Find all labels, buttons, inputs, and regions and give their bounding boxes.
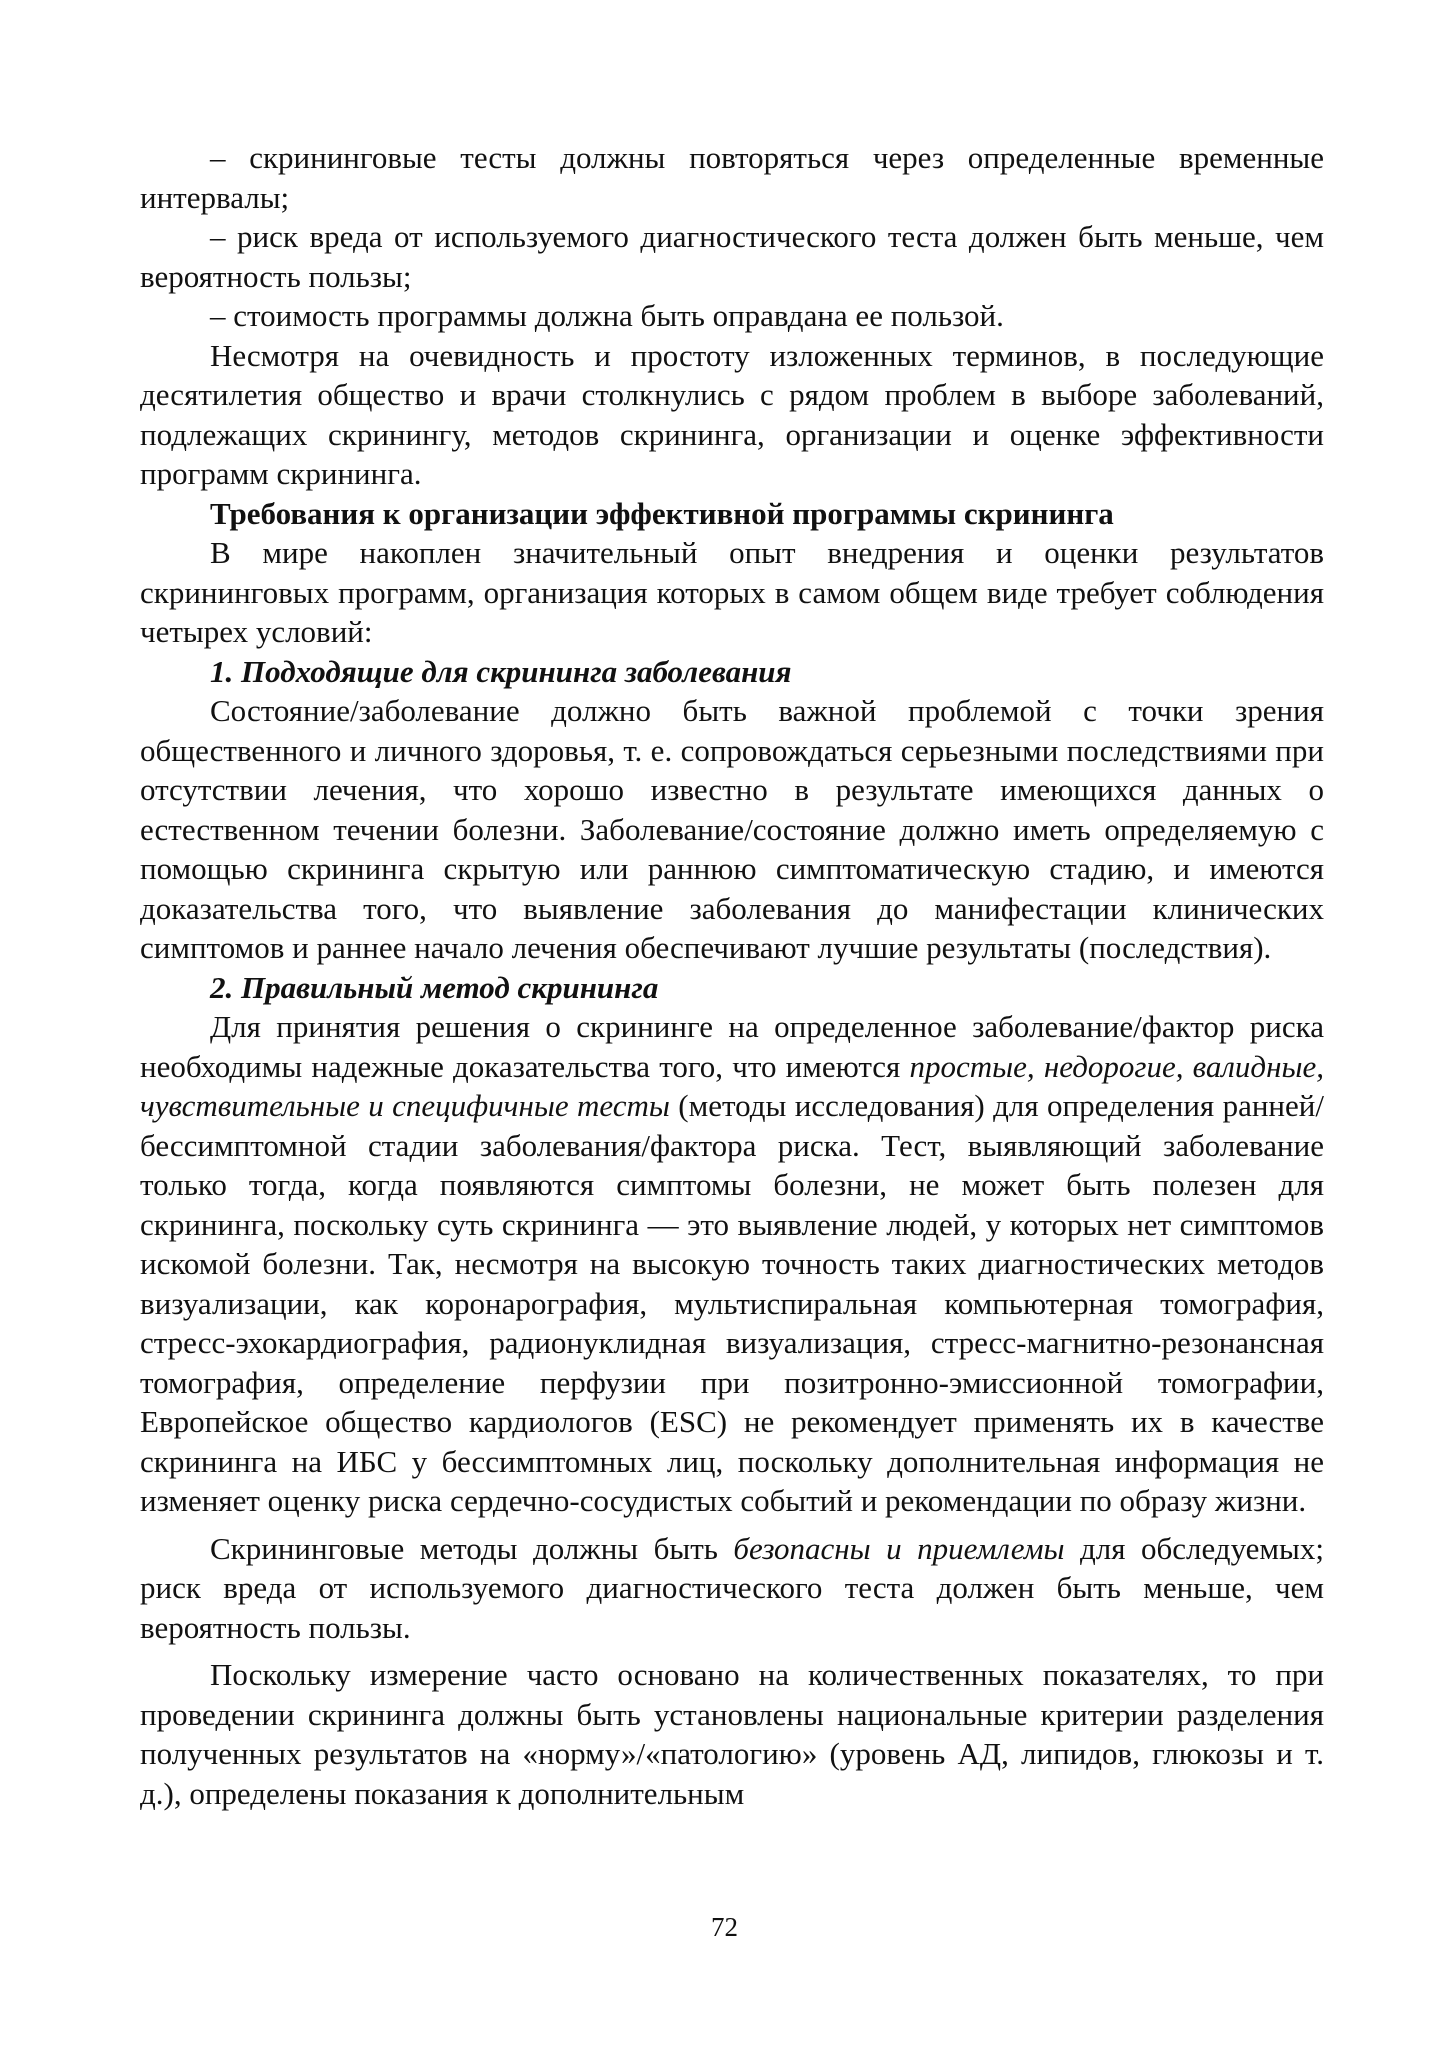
bullet-risk-benefit: – риск вреда от используемого диагностического теста должен быть меньше, чем вероятность пользы;	[140, 219, 1324, 294]
p2-text-end: для обследуемых; риск вреда от используемого диагностического теста должен быть меньше, чем вероятность пользы.	[140, 1530, 1324, 1645]
p1-text-end: (методы исследования) для определения ранней/бессимптомной стадии заболевания/фактора риска. Тест, выявляющий заболевание только тогда, когда появляются симптомы болезни, не может быть полезен для скрининга, поскольку суть скрининга — это выявление людей, у которых нет симптомов искомой болезни. Так, несмотря на высокую точность таких диагностических методов визуализации, как коронарография, мультиспиральная компьютерная томография, стресс-эхокардиография, радионуклидная визуализация, стресс-магнитно-резонансная томография, определение перфузии при позитронно-эмиссионной томографии, Европейское общество кардиологов (ESC) не рекомендует применять их в качестве скрининга на ИБС у бессимптомных лиц, поскольку дополнительная информация не изменяет оценку риска сердечно-сосудистых событий и рекомендации по образу жизни.	[140, 1088, 1324, 1518]
document-page	[140, 138, 1324, 1813]
subsection-2-heading: 2. Правильный метод скрининга	[210, 969, 659, 1005]
subsection-2-paragraph-1	[140, 1007, 1324, 1521]
p2-text-start: Скрининговые методы должны быть	[210, 1530, 734, 1566]
section-paragraph: В мире накоплен значительный опыт внедрения и оценки результатов скрининговых программ, организация которых в самом общем виде требует соблюдения четырех условий:	[140, 535, 1324, 649]
p1-text-start: Для принятия решения о скрининге на определенное заболевание/фактор риска необходимы надежные доказательства того, что имеются	[140, 1009, 1324, 1084]
page-number: 72	[711, 1912, 738, 1942]
subsection-2-paragraph-3: Поскольку измерение часто основано на количественных показателях, то при проведении скрининга должны быть установлены национальные критерии разделения полученных результатов на «норму»/«патологию» (уровень АД, липидов, глюкозы и т. д.), определены показания к дополнительным	[140, 1657, 1324, 1811]
p1-emphasis: простые, недорогие, валидные, чувствительные и специфичные тесты	[140, 1048, 1324, 1123]
subsection-2-paragraph-2	[140, 1529, 1324, 1648]
p2-emphasis: безопасны и приемлемы	[733, 1530, 1065, 1566]
intro-paragraph: Несмотря на очевидность и простоту изложенных терминов, в последующие десятилетия общество и врачи столкнулись с рядом проблем в выборе заболеваний, подлежащих скринингу, методов скрининга, организации и оценке эффективности программ скрининга.	[140, 337, 1324, 491]
section-heading: Требования к организации эффективной программы скрининга	[210, 495, 1114, 531]
bullet-cost-justified: – стоимость программы должна быть оправдана ее пользой.	[210, 298, 1004, 333]
bullet-retest-intervals: – скрининговые тесты должны повторяться через определенные временные интервалы;	[140, 140, 1324, 215]
subsection-1-heading: 1. Подходящие для скрининга заболевания	[210, 653, 792, 689]
subsection-1-paragraph: Состояние/заболевание должно быть важной проблемой с точки зрения общественного и личного здоровья, т. е. сопровождаться серьезными последствиями при отсутствии лечения, что хорошо известно в результате имеющихся данных о естественном течении болезни. Заболевание/состояние должно иметь определяемую с помощью скрининга скрытую или раннюю симптоматическую стадию, и имеются доказательства того, что выявление заболевания до манифестации клинических симптомов и раннее начало лечения обеспечивают лучшие результаты (последствия).	[140, 693, 1324, 965]
